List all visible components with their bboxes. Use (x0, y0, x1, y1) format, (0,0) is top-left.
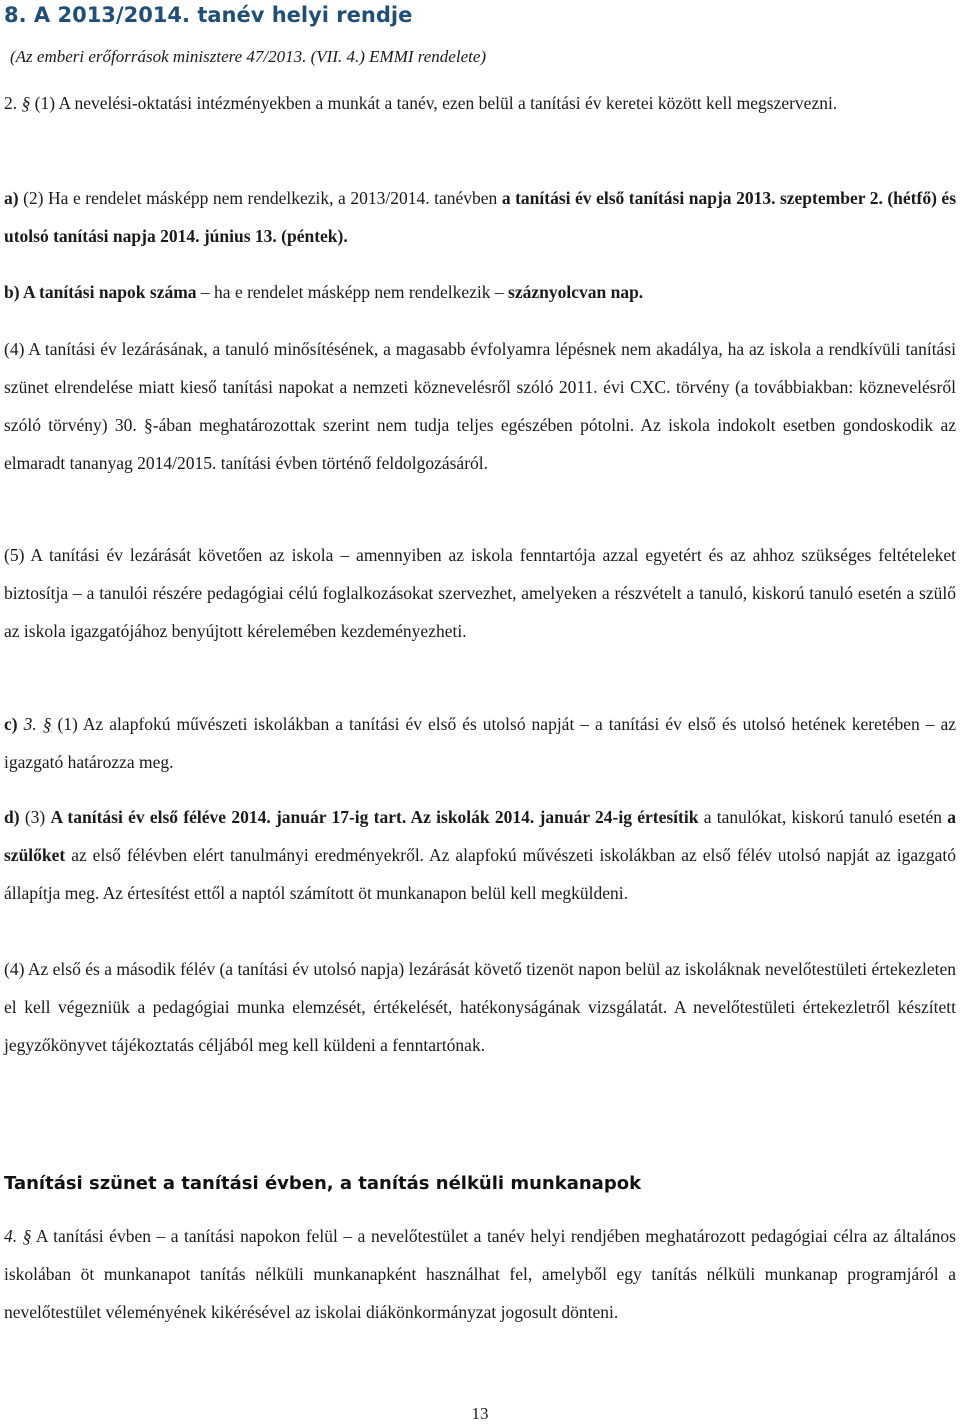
item-label-a: a) (4, 188, 19, 208)
paragraph-text: (3) (19, 807, 51, 827)
paragraph-bold-text: a szülőket (4, 807, 956, 865)
paragraph-bold-text: száznyolcvan nap. (508, 282, 644, 302)
paragraph-bold-text: a tanítási év első tanítási napja 2013. szeptember 2. (hétfő) és utolsó tanítási napja 2014. június 13. (péntek). (4, 188, 957, 246)
item-label-d: d) (4, 807, 20, 827)
paragraph-d-4: (4) Az első és a második félév (a tanítási év utolsó napja) lezárását követő tizenöt napon belül az iskoláknak nevelőtestületi értekezleten el kell végezniük a pedagógiai munka elemzését, értékelését, hatékonyságának vizsgálatát. A nevelőtestületi értekezletről készített jegyzőkönyvet tájékoztatás céljából meg kell küldeni a fenntartónak. (4, 959, 956, 1055)
paragraph-text: (1) Az alapfokú művészeti iskolákban a tanítási év első és utolsó napját – a tanítási év első és utolsó hetének keretében – az igazgató határozza meg. (4, 714, 957, 772)
section-link[interactable]: § (21, 93, 31, 113)
section-number: 4. (4, 1226, 18, 1246)
subsection-heading: Tanítási szünet a tanítási évben, a tanítás nélküli munkanapok (4, 1173, 642, 1194)
paragraph-c (4, 705, 956, 781)
paragraph-bold-text: b) A tanítási napok száma (4, 282, 197, 302)
section-link[interactable]: § (22, 1226, 32, 1246)
paragraph-text: (1) A nevelési-oktatási intézményekben a munkát a tanév, ezen belül a tanítási év keretei között kell megszervezni. (30, 93, 838, 113)
section-heading: 8. A 2013/2014. tanév helyi rendje (4, 3, 413, 27)
item-label-c: c) (4, 714, 18, 734)
paragraph-text: (2) Ha e rendelet másképp nem rendelkezik, a 2013/2014. tanévben (18, 188, 502, 208)
paragraph-text: a tanulókat, kiskorú tanuló esetén (698, 807, 948, 827)
paragraph-section-4 (4, 1217, 956, 1331)
paragraph-2-1 (4, 84, 956, 122)
decree-subtitle: (Az emberi erőforrások minisztere 47/2013. (VII. 4.) EMMI rendelete) (10, 47, 487, 66)
paragraph-d (4, 798, 956, 912)
section-link[interactable]: § (42, 714, 52, 734)
page-number: 13 (471, 1404, 489, 1423)
paragraph-text: az első félévben elért tanulmányi eredményekről. Az alapfokú művészeti iskolákban az első félév utolsó napját az igazgató állapítja meg. Az értesítést ettől a naptól számított öt munkanapon belül kell megküldeni. (4, 845, 956, 903)
paragraph-text: – ha e rendelet másképp nem rendelkezik – (196, 282, 509, 302)
paragraph-a (4, 179, 956, 255)
paragraph-text: A tanítási évben – a tanítási napokon felül – a nevelőtestület a tanév helyi rendjében meghatározott pedagógiai célra az általános iskolában öt munkanapot tanítás nélküli munkanapként használhat fel, amelyből egy tanítás nélküli munkanap programjáról a nevelőtestület véleményének kikérésével az iskolai diákönkormányzat jogosult dönteni. (4, 1226, 956, 1322)
section-number: 3. (23, 714, 37, 734)
paragraph-5: (5) A tanítási év lezárását követően az iskola – amennyiben az iskola fenntartója azzal egyetért és az ahhoz szükséges feltételeket biztosítja – a tanulói részére pedagógiai célú foglalkozásokat szervezhet, amelyeken a részvételt a tanuló, kiskorú tanuló esetén a szülő az iskola igazgatójához benyújtott kérelemében kezdeményezheti. (4, 545, 956, 641)
section-number: 2. (4, 93, 18, 113)
paragraph-b (4, 273, 956, 311)
paragraph-bold-text: A tanítási év első féléve 2014. január 17-ig tart. Az iskolák 2014. január 24-ig értesítik (50, 807, 699, 827)
paragraph-4: (4) A tanítási év lezárásának, a tanuló minősítésének, a magasabb évfolyamra lépésnek nem akadálya, ha az iskola a rendkívüli tanítási szünet elrendelése miatt kieső tanítási napokat a nemzeti köznevelésről szóló 2011. évi CXC. törvény (a továbbiakban: köznevelésről szóló törvény) 30. §-ában meghatározottak szerint nem tudja teljes egészében pótolni. Az iskola indokolt esetben gondoskodik az elmaradt tananyag 2014/2015. tanítási évben történő feldolgozásáról. (4, 339, 956, 473)
